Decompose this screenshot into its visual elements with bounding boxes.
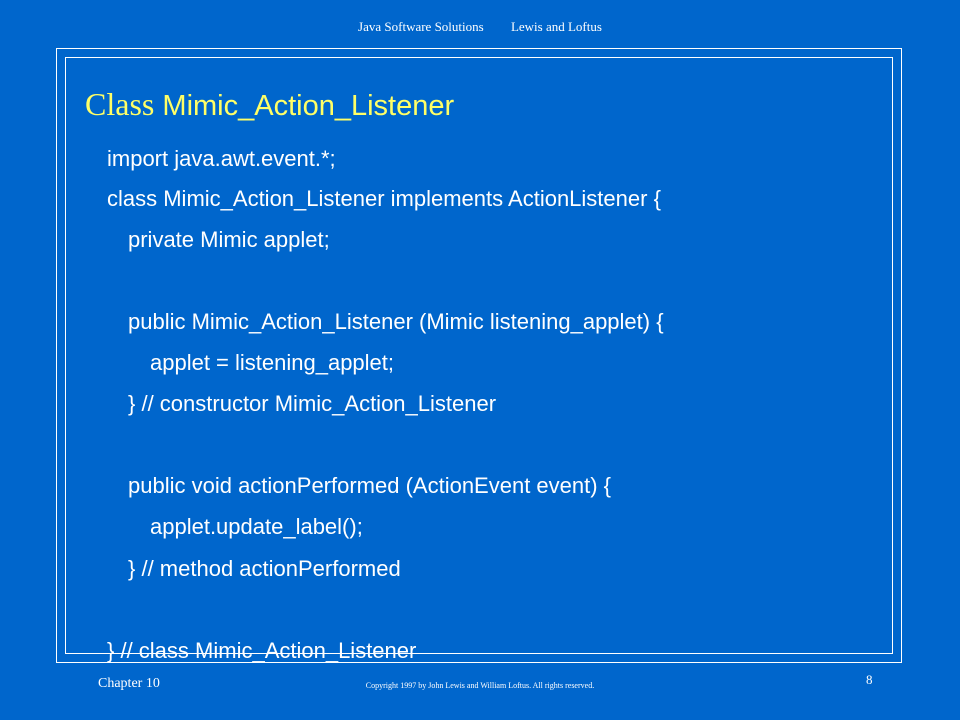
slide-title [85, 86, 454, 123]
code-line-constructor-end: } // constructor Mimic_Action_Listener [128, 391, 497, 416]
page-number: 8 [866, 672, 873, 687]
code-line-import: import java.awt.event.*; [107, 146, 336, 171]
code-line-method-body: applet.update_label(); [150, 514, 363, 539]
slide-header [0, 19, 960, 35]
code-line-constructor-body: applet = listening_applet; [150, 350, 395, 375]
title-class-name: Mimic_Action_Listener [162, 90, 455, 122]
chapter-label: Chapter 10 [98, 676, 160, 691]
code-line-class-end: } // class Mimic_Action_Listener [107, 638, 417, 663]
authors: Lewis and Loftus [510, 19, 602, 34]
code-line-field: private Mimic applet; [128, 227, 330, 252]
code-line-constructor-decl: public Mimic_Action_Listener (Mimic listening_applet) { [128, 309, 664, 334]
title-keyword: Class [85, 86, 155, 122]
copyright-notice: Copyright 1997 by John Lewis and William Loftus. All rights reserved. [365, 681, 595, 690]
code-line-method-end: } // method actionPerformed [128, 556, 401, 581]
code-line-method-decl: public void actionPerformed (ActionEvent event) { [128, 473, 612, 498]
book-title: Java Software Solutions [358, 19, 484, 34]
code-line-class-decl: class Mimic_Action_Listener implements ActionListener { [107, 186, 661, 211]
